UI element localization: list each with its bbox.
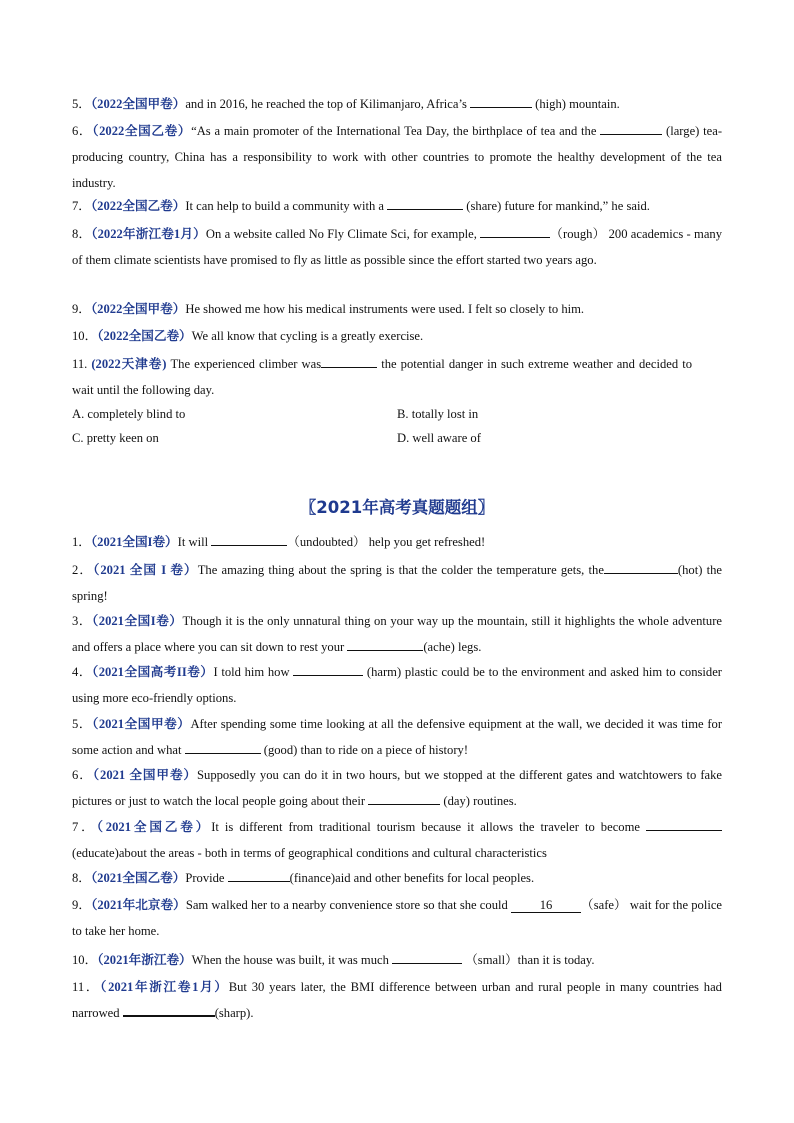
answer-blank[interactable]	[293, 661, 363, 676]
question-2022-5	[72, 91, 722, 117]
question-source: （2021全国乙卷）	[96, 820, 212, 834]
question-source: （2022全国甲卷）	[90, 302, 186, 316]
answer-blank[interactable]	[600, 120, 662, 135]
question-2021-4	[72, 659, 722, 711]
question-number: 6．	[72, 768, 93, 782]
answer-blank[interactable]	[387, 195, 463, 210]
question-text: It will	[177, 535, 212, 549]
question-2022-10	[72, 323, 722, 349]
question-text: (good) than to ride on a piece of history!	[260, 743, 469, 757]
question-text: It can help to build a community with a	[185, 199, 388, 213]
question-source: （2022全国甲卷）	[90, 97, 186, 111]
question-number: 9．	[72, 898, 91, 912]
question-number: 7．	[72, 199, 91, 213]
question-text: After spending some time looking at all the defensive equipment at the wall, we decided it was time for some action and what	[72, 717, 723, 757]
question-2022-11	[72, 351, 692, 403]
question-source: （2022年浙江卷1月）	[91, 227, 206, 241]
question-text: (high) mountain.	[532, 97, 620, 111]
question-text: “As a main promoter of the International Tea Day, the birthplace of tea and the	[191, 124, 601, 138]
question-2022-9	[72, 296, 722, 322]
question-number: 10．	[72, 329, 98, 343]
question-text: It is different from traditional tourism because it allows the traveler to become	[211, 820, 646, 834]
question-number: 10．	[72, 953, 98, 967]
question-number: 8．	[72, 227, 92, 241]
answer-blank[interactable]	[347, 636, 423, 651]
question-source: （2021 全国 I 卷）	[93, 563, 198, 577]
question-2022-6	[72, 118, 722, 196]
section-title: 〖2021年高考真题题组〗	[299, 498, 495, 517]
question-source: （2021全国甲卷）	[92, 717, 191, 731]
question-source: （2021全国高考II卷）	[91, 665, 214, 679]
answer-blank-filled[interactable]: 16	[511, 898, 581, 913]
question-2021-6	[72, 762, 722, 814]
question-2021-9	[72, 892, 722, 944]
question-text: (share) future for mankind,” he said.	[463, 199, 650, 213]
question-source: （2022全国乙卷）	[92, 124, 192, 138]
question-text: The experienced climber was	[166, 357, 322, 371]
question-2021-11	[72, 974, 722, 1026]
question-source: (2022天津卷)	[91, 357, 167, 371]
question-text: （undoubted） help you get refreshed!	[287, 535, 486, 549]
question-text: (day) routines.	[440, 794, 517, 808]
question-text: （rough） 200 academics - many of them climate scientists have promised to fly as little as possible since the effort started two years ago.	[72, 227, 723, 267]
option-a[interactable]: A. completely blind to	[72, 407, 186, 421]
answer-blank[interactable]	[392, 949, 462, 964]
answer-blank[interactable]	[646, 816, 722, 831]
question-number: 6．	[72, 124, 93, 138]
question-text: Sam walked her to a nearby convenience store so that she could	[185, 898, 511, 912]
answer-blank[interactable]	[470, 93, 532, 108]
option-c[interactable]: C. pretty keen on	[72, 431, 159, 445]
question-text: He showed me how his medical instruments were used. I felt so closely to him.	[185, 302, 585, 316]
question-source: （2021年浙江卷1月）	[100, 980, 229, 994]
question-text: (ache) legs.	[423, 640, 482, 654]
question-number: 9．	[72, 302, 91, 316]
question-2022-8	[72, 221, 722, 273]
question-source: （2021 全国甲卷）	[92, 768, 198, 782]
question-text: Though it is the only unnatural thing on your way up the mountain, still it highlights the whole adventure and offers a place where you can sit down to rest your	[72, 614, 722, 654]
question-2022-7	[72, 193, 722, 219]
question-number: 5．	[72, 97, 91, 111]
question-text: （safe） wait for the police to take her home.	[72, 898, 723, 938]
question-number: 7．	[72, 820, 97, 834]
answer-blank[interactable]	[604, 559, 678, 574]
question-text: (educate)about the areas - both in terms of geographical conditions and cultural characteristics	[72, 846, 547, 860]
question-source: （2021年浙江卷）	[97, 953, 192, 967]
question-text: We all know that cycling is a greatly exercise.	[191, 329, 424, 343]
question-text: Supposedly you can do it in two hours, but we stopped at the different gates and watchtowers to fake pictures or just to watch the local people going about their	[72, 768, 723, 808]
question-number: 3．	[72, 614, 92, 628]
question-number: 8．	[72, 871, 91, 885]
question-source: （2022全国乙卷）	[90, 199, 186, 213]
question-text: the potential danger in such extreme weather and decided to wait until the following day.	[72, 357, 692, 397]
answer-blank[interactable]	[480, 223, 550, 238]
question-text: (harm) plastic could be to the environment and asked him to consider using more eco-friendly options.	[72, 665, 722, 705]
question-text: （small）than it is today.	[462, 953, 595, 967]
question-source: （2021年北京卷）	[91, 898, 186, 912]
answer-blank[interactable]	[185, 739, 261, 754]
question-text: The amazing thing about the spring is that the colder the temperature gets, the	[197, 563, 604, 577]
question-2021-3	[72, 608, 722, 660]
question-text: (hot) the spring!	[72, 563, 722, 603]
question-text: On a website called No Fly Climate Sci, for example,	[205, 227, 481, 241]
question-text: I told him how	[213, 665, 294, 679]
answer-blank[interactable]	[211, 531, 287, 546]
question-text: (large) tea-producing country, China has a responsibility to work with other countries to promote the healthy development of the tea industry.	[72, 124, 723, 190]
answer-blank[interactable]	[123, 1001, 215, 1017]
answer-blank[interactable]	[228, 867, 290, 882]
question-number: 11．	[72, 980, 101, 994]
question-text: Provide	[185, 871, 228, 885]
question-2021-10	[72, 947, 722, 973]
question-number: 11.	[72, 357, 92, 371]
question-text: (sharp).	[214, 1006, 254, 1020]
question-text: (finance)aid and other benefits for local peoples.	[289, 871, 535, 885]
option-d[interactable]: D. well aware of	[397, 431, 481, 445]
answer-blank[interactable]	[368, 790, 440, 805]
question-source: （2021全国乙卷）	[90, 871, 186, 885]
question-number: 1．	[72, 535, 91, 549]
question-text: and in 2016, he reached the top of Kilimanjaro, Africa’s	[185, 97, 471, 111]
question-2021-8	[72, 865, 722, 891]
question-number: 2．	[72, 563, 94, 577]
option-b[interactable]: B. totally lost in	[397, 407, 479, 421]
question-2021-1	[72, 529, 722, 555]
question-source: （2021全国I卷）	[91, 614, 183, 628]
answer-blank[interactable]	[321, 353, 377, 368]
question-2021-5	[72, 711, 722, 763]
question-number: 5．	[72, 717, 93, 731]
question-2021-7	[72, 814, 722, 866]
question-source: （2021全国I卷）	[90, 535, 178, 549]
question-source: （2022全国乙卷）	[97, 329, 192, 343]
question-text: When the house was built, it was much	[191, 953, 393, 967]
question-number: 4．	[72, 665, 92, 679]
question-text: But 30 years later, the BMI difference between urban and rural people in many countries had narrowed	[72, 980, 722, 1020]
question-2021-2	[72, 557, 722, 609]
